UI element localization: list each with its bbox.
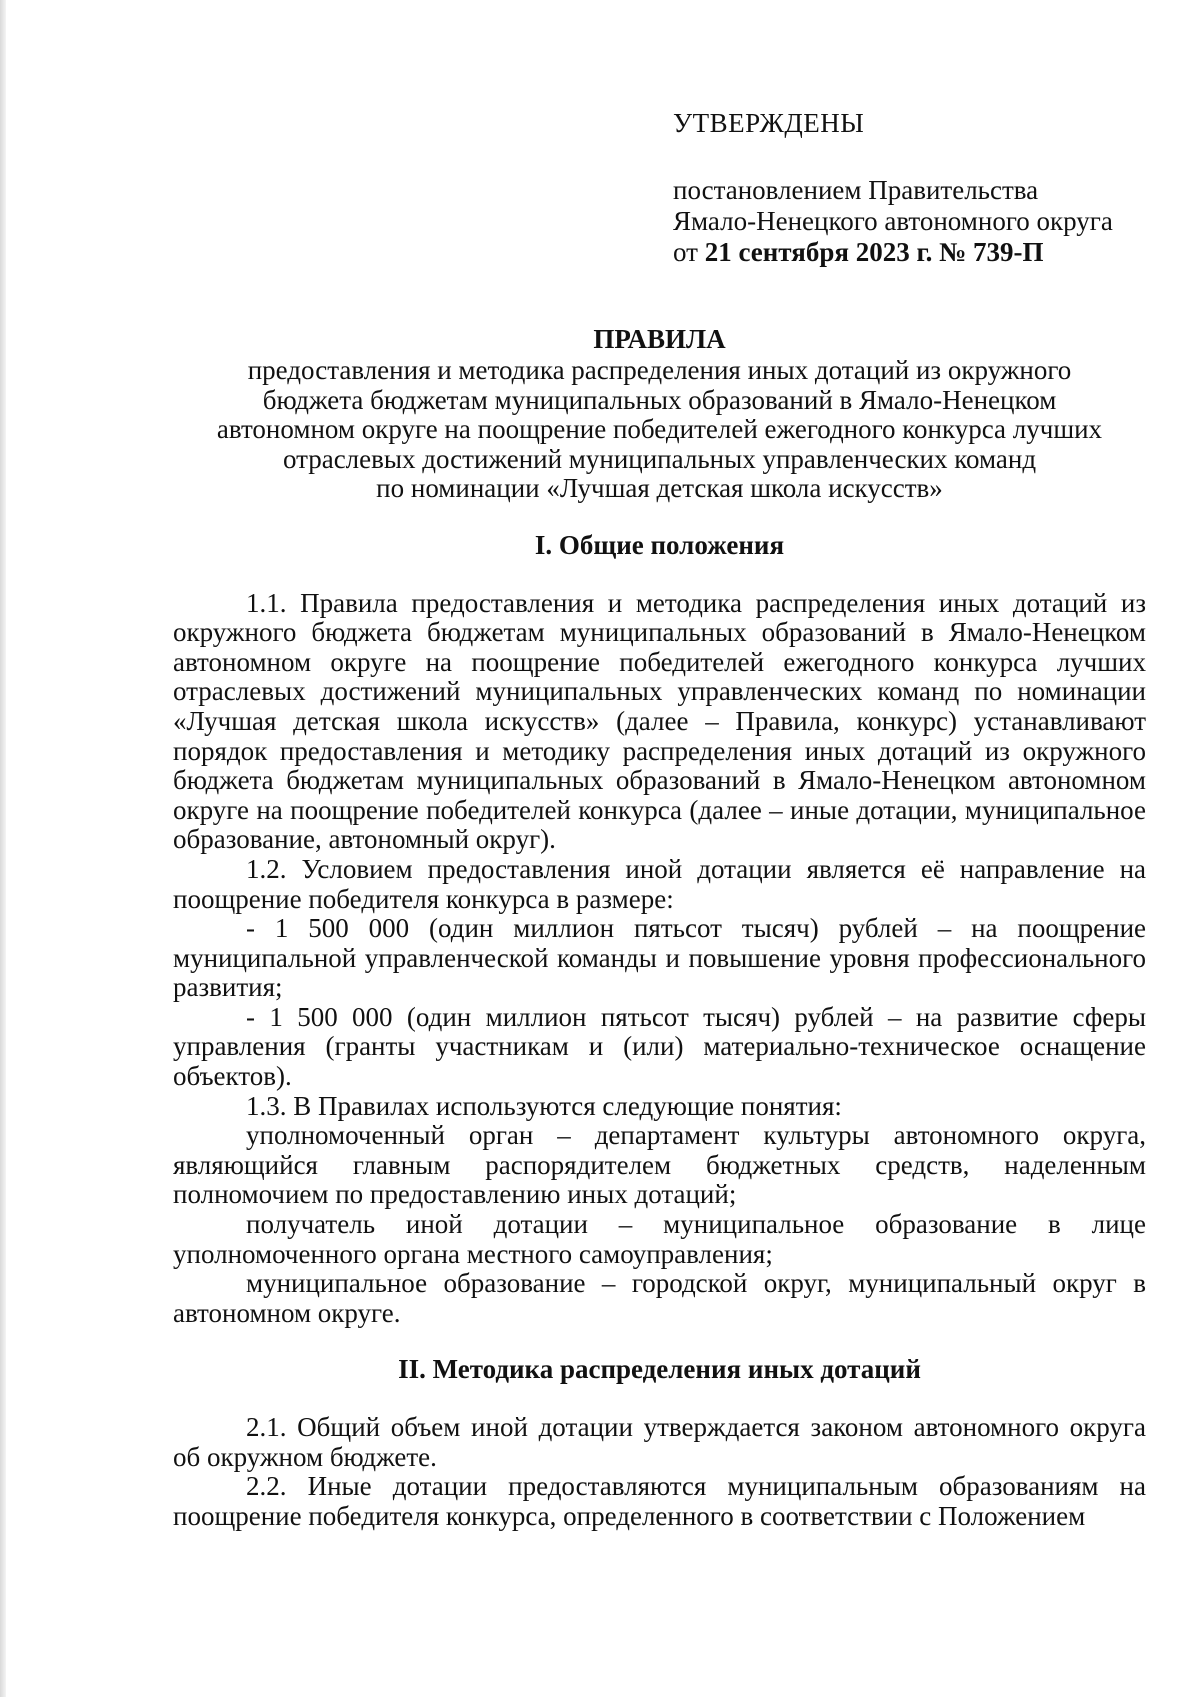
document-subtitle-line-4: отраслевых достижений муниципальных управленческих команд xyxy=(282,443,1037,474)
paragraph-1-2-item-1: - 1 500 000 (один миллион пятьсот тысяч) рублей – на поощрение муниципальной управленческой команды и повышение уровня профессионального развития; xyxy=(173,913,1146,1003)
scan-edge-shadow xyxy=(0,0,6,1697)
document-subtitle-line-3: автономном округе на поощрение победителей ежегодного конкурса лучших xyxy=(216,414,1103,445)
paragraph-1-1: 1.1. Правила предоставления и методика распределения иных дотаций из окружного бюджета бюджетам муниципальных образований в Ямало-Ненецком автономном округе на поощрение победителей ежегодного конкурса лучших отраслевых достижений муниципальных управленческих команд по номинации «Лучшая детская школа искусств» (далее – Правила, конкурс) устанавливают порядок предоставления и методику распределения иных дотаций из окружного бюджета бюджетам муниципальных образований в Ямало-Ненецком автономном округе на поощрение победителей конкурса (далее – иные дотации, муниципальное образование, автономный округ). xyxy=(173,587,1146,855)
definition-authorized-body: уполномоченный орган – департамент культуры автономного округа, являющийся главным распорядителем бюджетных средств, наделенным полномочием по предоставлению иных дотаций; xyxy=(173,1120,1146,1210)
approval-date-prefix: от xyxy=(673,237,698,267)
approval-heading: УТВЕРЖДЕНЫ xyxy=(673,108,865,138)
paragraph-1-2-item-2: - 1 500 000 (один миллион пятьсот тысяч) рублей – на развитие сферы управления (гранты участникам и (или) материально-техническое оснащение объектов). xyxy=(173,1001,1146,1092)
section-heading-methodology: II. Методика распределения иных дотаций xyxy=(398,1354,921,1385)
approval-line-2: Ямало-Ненецкого автономного округа xyxy=(673,206,1113,236)
paragraph-2-2: 2.2. Иные дотации предоставляются муниципальным образованиям на поощрение победителя конкурса, определенного в соответствии с Положением xyxy=(173,1471,1146,1531)
paragraph-1-3: 1.3. В Правилах используются следующие понятия: xyxy=(246,1090,842,1121)
approval-block xyxy=(673,108,1173,268)
approval-date xyxy=(673,237,1173,268)
document-subtitle-line-1: предоставления и методика распределения иных дотаций из окружного xyxy=(247,355,1072,385)
approval-line-1: постановлением Правительства xyxy=(673,175,1039,205)
approval-date-number: 21 сентября 2023 г. № 739-П xyxy=(704,237,1044,267)
document-title: ПРАВИЛА xyxy=(593,324,726,354)
document-body xyxy=(173,322,1146,1531)
document-subtitle-line-2: бюджета бюджетам муниципальных образований в Ямало-Ненецком xyxy=(262,384,1057,415)
definition-recipient: получатель иной дотации – муниципальное образование в лице уполномоченного органа местного самоуправления; xyxy=(173,1209,1146,1269)
section-heading-general: I. Общие положения xyxy=(534,529,785,560)
definition-municipality: муниципальное образование – городской округ, муниципальный округ в автономном округе. xyxy=(173,1268,1146,1328)
paragraph-1-2: 1.2. Условием предоставления иной дотации является её направление на поощрение победителя конкурса в размере: xyxy=(173,853,1146,914)
document-subtitle-line-5: по номинации «Лучшая детская школа искусств» xyxy=(376,473,943,504)
paragraph-2-1: 2.1. Общий объем иной дотации утверждается законом автономного округа об окружном бюджете. xyxy=(173,1412,1146,1472)
